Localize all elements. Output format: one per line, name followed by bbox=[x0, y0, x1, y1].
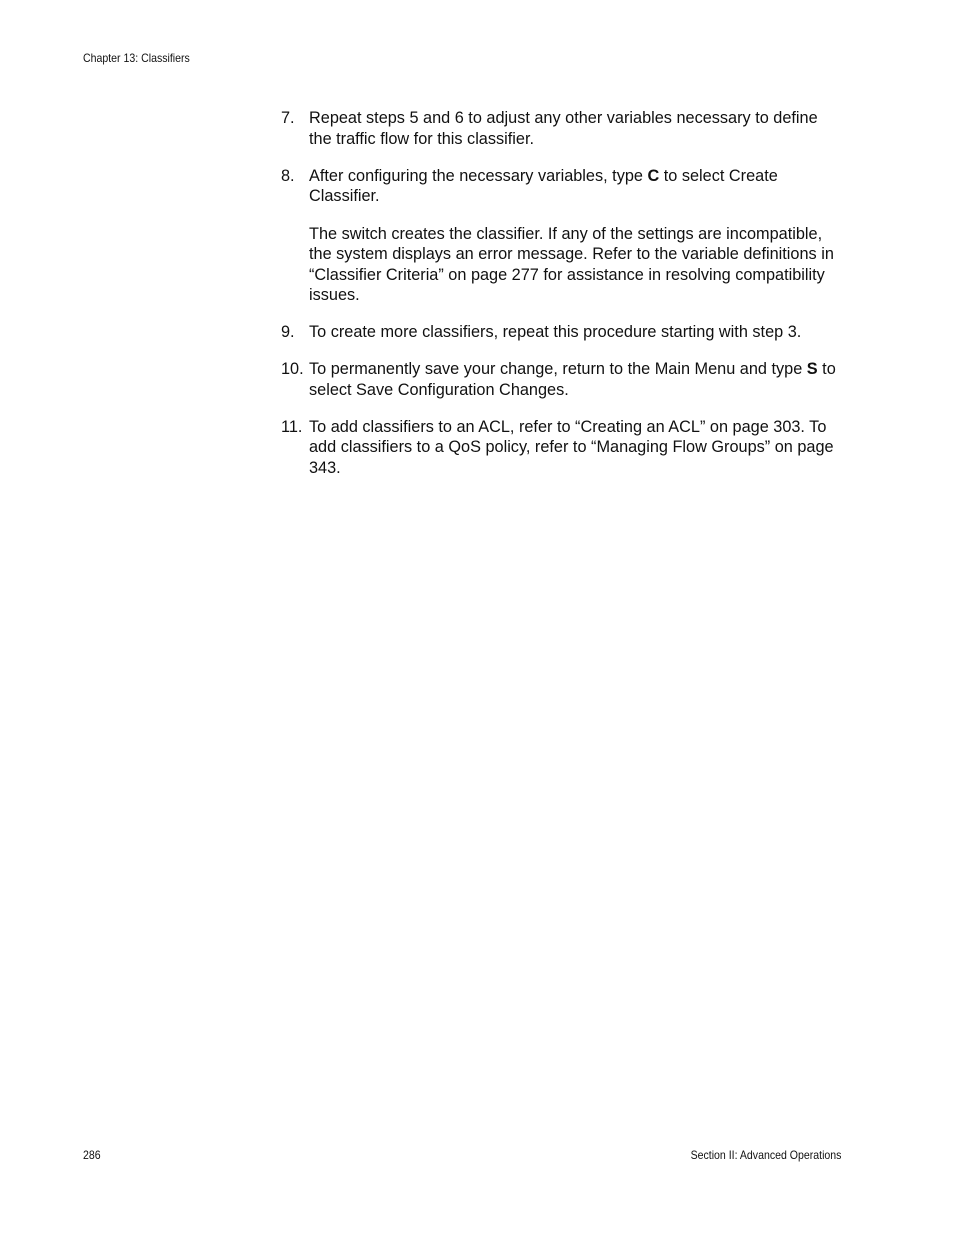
step-10 bbox=[281, 359, 841, 400]
step-8 bbox=[281, 166, 841, 306]
step-text-after: to select Create Classifier. bbox=[309, 166, 778, 205]
step-number: 8. bbox=[281, 166, 295, 185]
step-number: 9. bbox=[281, 323, 295, 341]
step-text-after: to select Save Configuration Changes. bbox=[309, 360, 836, 399]
page-number: 286 bbox=[83, 1148, 101, 1162]
step-text: Repeat steps 5 and 6 to adjust any other variables necessary to define the traffic flow for this classifier. bbox=[309, 109, 818, 148]
step-text-before: After configuring the necessary variables, type bbox=[309, 166, 648, 185]
step-7 bbox=[281, 108, 841, 149]
step-number: 7. bbox=[281, 109, 295, 127]
step-text bbox=[309, 166, 841, 207]
step-9 bbox=[281, 322, 841, 343]
step-number: 10. bbox=[281, 360, 304, 378]
running-header-chapter: Chapter 13: Classifiers bbox=[83, 51, 190, 65]
step-text bbox=[309, 359, 841, 400]
step-note: The switch creates the classifier. If any of the settings are incompatible, the system displays an error message. Refer to the variable definitions in “Classifier Criteria” on page 277 for assistance in resolving compatibility issues. bbox=[309, 224, 834, 304]
step-11 bbox=[281, 417, 841, 479]
procedure-steps bbox=[281, 108, 841, 495]
step-text-before: To permanently save your change, return to the Main Menu and type bbox=[309, 360, 807, 378]
step-text: To add classifiers to an ACL, refer to “Creating an ACL” on page 303. To add classifiers to a QoS policy, refer to “Managing Flow Groups” on page 343. bbox=[309, 417, 834, 477]
step-number: 11. bbox=[281, 417, 303, 436]
running-footer-section: Section II: Advanced Operations bbox=[690, 1148, 841, 1162]
step-text: To create more classifiers, repeat this procedure starting with step 3. bbox=[309, 323, 802, 341]
key-letter: C bbox=[647, 166, 660, 185]
key-letter: S bbox=[806, 360, 818, 378]
